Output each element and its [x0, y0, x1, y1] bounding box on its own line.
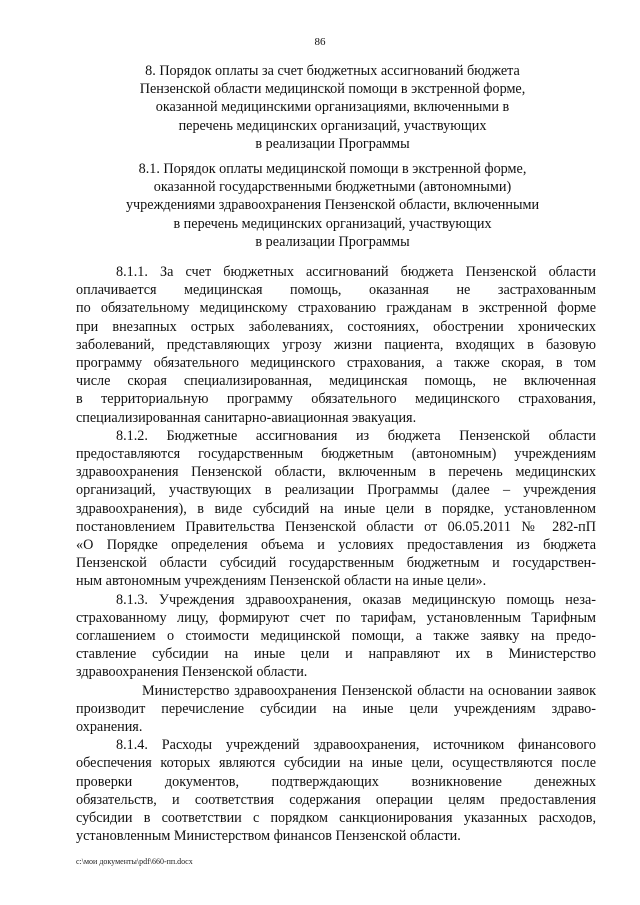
text-line: программу обязательного медицинского страхования, а также скорая, в том: [76, 355, 596, 372]
heading-line: оказанной государственными бюджетными (автономными): [153, 179, 512, 196]
heading-line: учреждениями здравоохранения Пензенской области, включенными: [125, 197, 540, 214]
text-line: организаций, участвующих в реализации Программы (далее – учреждения: [76, 482, 596, 499]
text-line: оплачивается медицинская помощь, оказанная не застрахованным: [76, 282, 596, 299]
text-line: числе скорая специализированная, медицинская помощь, не включенная: [76, 373, 596, 390]
paragraph-8-1-1: [76, 263, 596, 427]
text-line: 8.1.1. За счет бюджетных ассигнований бюджета Пензенской области: [116, 264, 596, 280]
heading-line: в реализации Программы: [255, 135, 410, 152]
text-line: 8.1.4. Расходы учреждений здравоохранения, источником финансового: [116, 737, 596, 754]
text-line: проверки документов, подтверждающих возникновение денежных: [76, 773, 596, 790]
text-line: Министерство здравоохранения Пензенской области на основании заявок: [142, 682, 596, 699]
text-line: страхованному лицу, формируют счет по тарифам, установленным Тарифным: [76, 609, 596, 626]
paragraph-8-1-4: [76, 736, 596, 845]
heading-line: в перечень медицинских организаций, участвующих: [173, 215, 492, 232]
text-line: субсидии в соответствии с порядком санкционирования указанных расходов,: [76, 810, 596, 827]
text-line: специализированная санитарно-авиационная эвакуация.: [76, 409, 417, 426]
subsection-heading: [70, 160, 595, 251]
heading-line: перечень медицинских организаций, участвующих: [178, 117, 487, 134]
text-line: производит перечисление субсидии на иные цели учреждениям здраво-: [76, 700, 596, 717]
text-line: установленным Министерством финансов Пензенской области.: [76, 828, 461, 845]
heading-line: Пензенской области медицинской помощи в экстренной форме,: [139, 81, 526, 98]
text-line: обеспечения которых являются субсидии на иные цели, осуществляются после: [76, 755, 596, 772]
heading-line: оказанной медицинскими организациями, включенными в: [155, 99, 510, 116]
body-text: [76, 263, 596, 846]
text-line: охранения.: [76, 719, 143, 736]
text-line: обязательств, и соответствия содержания операции целям предоставления: [76, 791, 596, 808]
text-line: ставление субсидии на иные цели и направляют их в Министерство: [76, 646, 596, 663]
heading-line: в реализации Программы: [255, 233, 410, 250]
text-line: 8.1.3. Учреждения здравоохранения, оказав медицинскую помощь неза-: [116, 591, 596, 608]
text-line: предоставляются государственным бюджетным (автономным) учреждениям: [76, 446, 596, 463]
heading-line: 8. Порядок оплаты за счет бюджетных ассигнований бюджета: [145, 63, 520, 79]
text-line: в территориальную программу обязательного медицинского страхования,: [76, 391, 596, 408]
page-number: 86: [314, 36, 326, 48]
text-line: «О Порядке определения объема и условиях предоставления из бюджета: [76, 537, 596, 554]
text-line: здравоохранения Пензенской области, включенным в перечень медицинских: [76, 464, 596, 481]
text-line: Пензенской области субсидий государственным бюджетным и государствен-: [76, 555, 596, 572]
text-line: здравоохранения), в виде субсидий на иные цели в порядке, установленном: [76, 500, 596, 517]
text-line: по обязательному медицинскому страхованию гражданам в экстренной форме: [76, 300, 596, 317]
text-line: соглашением о стоимости медицинской помощи, а также заявку на предо-: [76, 628, 596, 645]
text-line: постановлением Правительства Пензенской области от 06.05.2011 № 282-пП: [76, 518, 596, 535]
text-line: при внезапных острых заболеваниях, состояниях, обострении хронических: [76, 318, 596, 335]
text-line: здравоохранения Пензенской области.: [76, 664, 308, 681]
paragraph-8-1-3: [76, 591, 596, 682]
file-path-footer: c:\мои документы\pdf\660-пп.docx: [76, 857, 193, 866]
paragraph-ministry: [76, 682, 596, 737]
text-line: заболеваний, представляющих угрозу жизни пациента, входящих в базовую: [76, 336, 596, 353]
paragraph-8-1-2: [76, 427, 596, 591]
text-line: 8.1.2. Бюджетные ассигнования из бюджета Пензенской области: [116, 427, 596, 444]
text-line: ным автономным учреждениям Пензенской области на иные цели».: [76, 573, 487, 590]
heading-line: 8.1. Порядок оплаты медицинской помощи в экстренной форме,: [138, 161, 527, 177]
section-heading: [70, 62, 595, 153]
